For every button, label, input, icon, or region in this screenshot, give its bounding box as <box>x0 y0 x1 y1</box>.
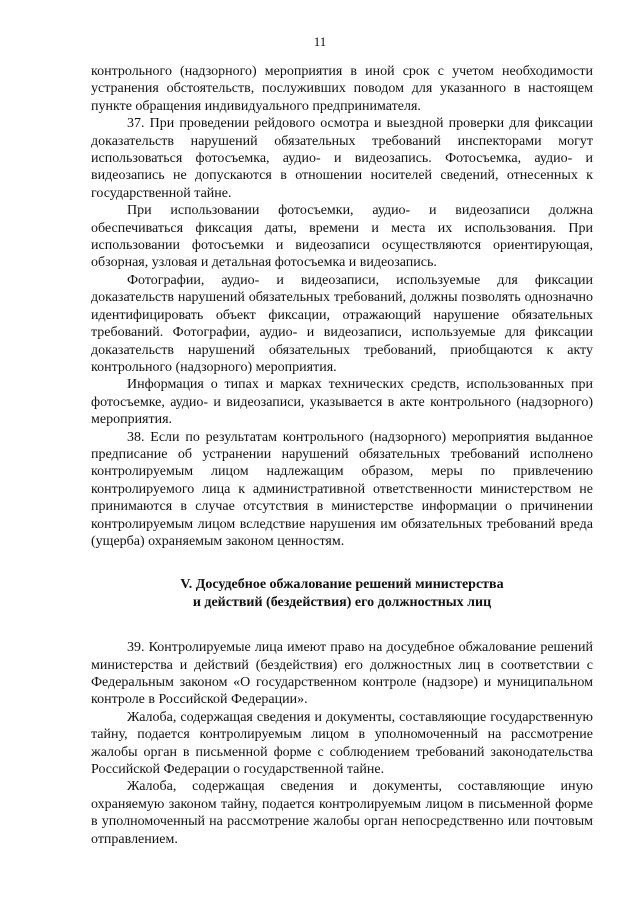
document-body <box>91 63 593 848</box>
paragraph-technical-means: Информация о типах и марках технических средств, использованных при фотосъемке, аудио- и видеозаписи, указывается в акте контрольного (надзорного) мероприятия. <box>91 377 593 428</box>
paragraph-continuation: контрольного (надзорного) мероприятия в иной срок с учетом необходимости устранения обстоятельств, послуживших поводом для указанного в настоящем пункте обращения индивидуального предпринимателя. <box>91 64 593 114</box>
paragraph-item-38: 38. Если по результатам контрольного (надзорного) мероприятия выданное предписание об устранении нарушений обязательных требований исполнено контролируемым лицом надлежащим образом, меры по привлечению контролируемого лица к административной ответственности министерством не принимаются в случае отсутствия в министерстве информации о причинении контролируемым лицом вследствие нарушения им обязательных требований вреда (ущерба) охраняемым законом ценностям. <box>91 429 593 549</box>
paragraph-photo-requirements: Фотографии, аудио- и видеозаписи, используемые для фиксации доказательств нарушений обязательных требований, должны позволять однозначно идентифицировать объект фиксации, отражающий нарушение обязательных требований. Фотографии, аудио- и видеозаписи, используемые для фиксации доказательств нарушений обязательных требований, приобщаются к акту контрольного (надзорного) мероприятия. <box>91 272 593 375</box>
section-heading <box>91 576 593 611</box>
paragraph-other-secret-complaint: Жалоба, содержащая сведения и документы, составляющие иную охраняемую законом тайну, подается контролируемым лицом в письменной форме в уполномоченный на рассмотрение жалобы орган непосредственно или почтовым отправлением. <box>91 779 593 847</box>
paragraph-item-39: 39. Контролируемые лица имеют право на досудебное обжалование решений министерства и действий (бездействия) его должностных лиц в соответствии с Федеральным законом «О государственном контроле (надзоре) и муниципальном контроле в Российской Федерации». <box>91 640 593 708</box>
paragraph-state-secret-complaint: Жалоба, содержащая сведения и документы, составляющие государственную тайну, подается контролируемым лицом в уполномоченный на рассмотрение жалобы орган в письменной форме с соблюдением требований законодательства Российской Федерации о государственной тайне. <box>91 709 593 778</box>
page-number: 11 <box>313 34 327 49</box>
paragraph-photo-fixation: При использовании фотосъемки, аудио- и видеозаписи должна обеспечиваться фиксация даты, времени и места их использования. При использовании фотосъемки и видеозаписи осуществляются ориентирующая, обзорная, узловая и детальная фотосъемка и видеозапись. <box>91 203 593 271</box>
paragraph-item-37: 37. При проведении рейдового осмотра и выездной проверки для фиксации доказательств нарушений обязательных требований инспекторами могут использоваться фотосъемка, аудио- и видеозапись. Фотосъемка, аудио- и видеозапись не допускаются в отношении носителей сведений, отнесенных к государственной тайне. <box>91 116 593 201</box>
section-heading-line-2: и действий (бездействия) его должностных лиц <box>192 594 492 610</box>
section-heading-line-1: V. Досудебное обжалование решений министерства <box>180 577 504 593</box>
